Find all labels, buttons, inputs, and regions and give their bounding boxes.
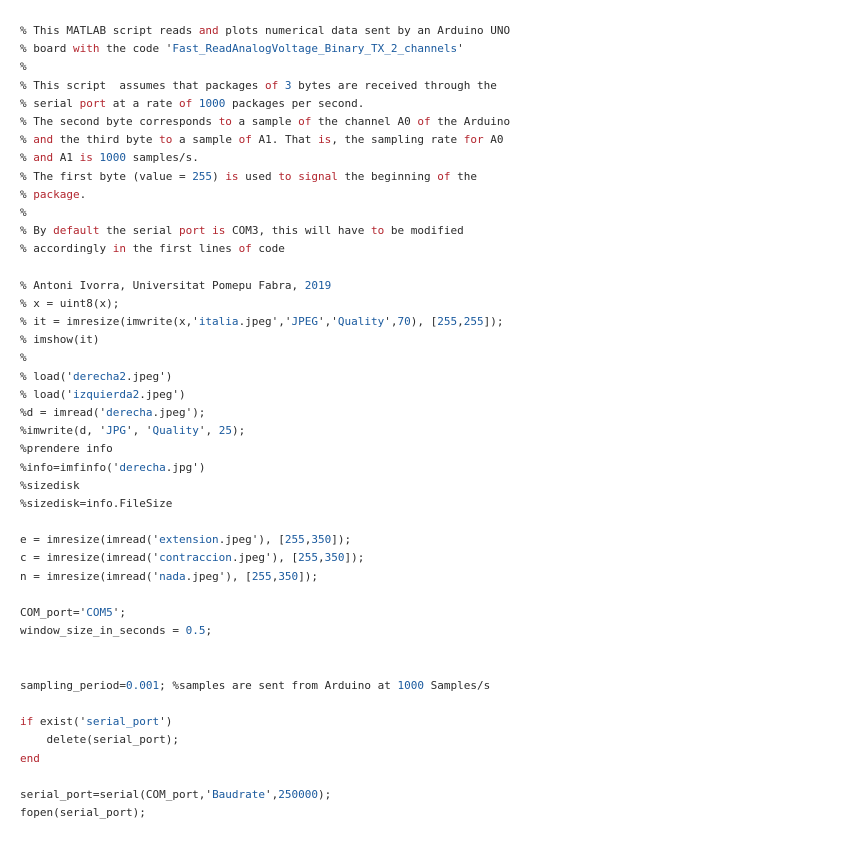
code-text: ); — [318, 787, 332, 801]
code-line — [20, 204, 840, 222]
code-text: A1. That — [251, 133, 319, 147]
code-text: % serial — [20, 96, 80, 110]
code-keyword: package — [33, 187, 80, 201]
code-text: .jpeg'), [ — [218, 533, 285, 547]
code-text: ',' — [318, 315, 338, 328]
code-text: COM3, this will have — [225, 224, 372, 238]
code-line — [20, 331, 840, 349]
code-editor — [20, 22, 840, 822]
code-text: , — [271, 569, 279, 583]
code-line — [20, 440, 840, 458]
code-text: delete(serial_port); — [20, 733, 179, 747]
code-keyword: port — [79, 96, 107, 110]
code-keyword: signal — [298, 169, 338, 183]
code-line — [20, 95, 840, 113]
code-text: ', — [265, 787, 279, 801]
code-text: %sizedisk — [20, 478, 80, 492]
code-string: derecha — [106, 405, 153, 419]
code-line — [20, 277, 840, 295]
code-text — [192, 97, 199, 110]
code-line — [20, 313, 840, 331]
code-text: serial_port=serial(COM_port,' — [20, 787, 213, 801]
code-text: c = imresize(imread(' — [20, 551, 160, 565]
code-keyword: is — [79, 151, 93, 165]
code-text: A1 — [53, 151, 80, 165]
code-text: % This MATLAB script reads — [20, 24, 199, 37]
code-line — [20, 386, 840, 404]
code-text: % x = uint8(x); — [20, 296, 120, 310]
code-string: JPG — [106, 424, 126, 438]
code-text: the Arduino — [430, 114, 511, 128]
code-text: %prendere info — [20, 442, 113, 456]
code-text: % it = imresize(imwrite(x,' — [20, 315, 199, 328]
code-string: JPEG — [291, 315, 319, 328]
code-number: 255 — [463, 315, 484, 328]
code-line — [20, 713, 840, 731]
code-text: a sample — [231, 114, 299, 128]
code-number: 350 — [278, 569, 299, 583]
code-line — [20, 513, 840, 531]
code-text: % imshow(it) — [20, 333, 100, 347]
code-string: COM5 — [86, 606, 113, 619]
code-keyword: of — [238, 242, 252, 256]
code-keyword: is — [318, 133, 332, 147]
code-keyword: and — [33, 151, 54, 165]
code-text: bytes are received through the — [291, 78, 497, 92]
code-number: 255 — [298, 551, 319, 565]
code-keyword: of — [298, 114, 312, 128]
code-string: extension — [159, 533, 219, 547]
code-text: .jpeg',' — [238, 315, 292, 328]
code-text: a sample — [172, 133, 239, 147]
code-number: 350 — [311, 533, 332, 547]
code-text: A0 — [483, 133, 504, 147]
code-line — [20, 604, 840, 622]
code-string: derecha — [119, 460, 166, 474]
code-text: the serial — [99, 224, 179, 238]
code-line — [20, 168, 840, 186]
code-keyword: to — [159, 133, 173, 147]
code-number: 0.001 — [125, 678, 160, 692]
code-string: Baudrate — [212, 787, 266, 801]
code-string: italia — [198, 315, 239, 328]
code-text: % — [20, 151, 34, 165]
code-text: %d = imread(' — [20, 405, 107, 419]
code-string: contraccion — [159, 551, 232, 565]
code-line — [20, 186, 840, 204]
code-text: % — [20, 60, 27, 74]
code-number: 255 — [284, 533, 305, 547]
code-number: 255 — [437, 315, 458, 328]
code-number: 250000 — [278, 787, 319, 801]
code-keyword: to — [218, 114, 232, 128]
code-number: 1000 — [99, 151, 126, 165]
code-text: be modified — [384, 224, 464, 238]
code-text: % The second byte corresponds — [20, 114, 219, 128]
code-line — [20, 495, 840, 513]
code-line — [20, 549, 840, 567]
code-text: % load(' — [20, 387, 73, 401]
code-text: ' — [457, 42, 464, 56]
code-text: % accordingly — [20, 242, 113, 256]
code-line — [20, 77, 840, 95]
code-number: 350 — [324, 551, 345, 565]
code-text: ), [ — [410, 315, 438, 328]
code-line — [20, 22, 840, 40]
code-string: Fast_ReadAnalogVoltage_Binary_TX_2_channels — [172, 42, 458, 56]
code-number: 1000 — [198, 96, 226, 110]
code-line — [20, 477, 840, 495]
code-line — [20, 459, 840, 477]
code-keyword: and — [33, 133, 54, 147]
code-text: the — [450, 169, 478, 183]
code-text: % Antoni Ivorra, Universitat Pomepu Fabra, — [20, 278, 305, 292]
code-string: nada — [159, 569, 186, 583]
code-line — [20, 58, 840, 76]
code-string: Quality — [337, 315, 385, 328]
code-line — [20, 768, 840, 786]
code-text: , — [304, 533, 312, 547]
code-text: n = imresize(imread(' — [20, 569, 160, 583]
code-text: the third byte — [53, 133, 160, 147]
code-keyword: of — [265, 78, 279, 92]
code-line — [20, 586, 840, 604]
code-text: , the sampling rate — [331, 133, 464, 147]
code-text: %info=imfinfo(' — [20, 460, 120, 474]
code-line — [20, 804, 840, 822]
code-text: exist(' — [33, 715, 87, 729]
code-keyword: port — [178, 224, 206, 238]
code-text: .jpeg'), [ — [185, 569, 252, 583]
code-text: % The first byte (value = — [20, 169, 193, 183]
code-keyword: to — [278, 169, 292, 183]
code-text: % By — [20, 224, 54, 238]
code-text: .jpeg') — [125, 369, 173, 383]
code-line — [20, 258, 840, 276]
code-number: 70 — [397, 315, 411, 328]
code-text: samples/s. — [126, 151, 199, 165]
code-text: ; %samples are sent from Arduino at — [159, 678, 398, 692]
code-line — [20, 531, 840, 549]
code-number: 2019 — [304, 278, 332, 292]
code-text: .jpg') — [165, 460, 206, 474]
code-text: %imwrite(d, ' — [20, 424, 107, 438]
code-line — [20, 731, 840, 749]
code-text: fopen(serial_port); — [20, 806, 146, 820]
code-keyword: of — [178, 96, 193, 110]
code-text: e = imresize(imread(' — [20, 533, 160, 547]
code-text: ) — [212, 169, 226, 183]
code-line — [20, 222, 840, 240]
code-text: % — [20, 187, 34, 201]
code-keyword: in — [112, 242, 126, 256]
code-line — [20, 368, 840, 386]
code-text: % — [20, 133, 34, 147]
code-number: 255 — [192, 169, 213, 183]
code-text: the code ' — [99, 42, 173, 56]
code-text: ]); — [344, 551, 365, 565]
code-text: . — [79, 187, 87, 201]
code-line — [20, 568, 840, 586]
code-keyword: for — [463, 133, 484, 147]
code-text: COM_port=' — [20, 606, 87, 619]
code-text: ', — [384, 315, 398, 328]
code-number: 25 — [218, 424, 232, 438]
code-text: sampling_period= — [20, 678, 126, 692]
code-text: '; — [112, 606, 126, 619]
code-text: ', ' — [125, 424, 153, 438]
code-number: 0.5 — [185, 624, 206, 638]
code-line — [20, 640, 840, 658]
code-text: window_size_in_seconds = — [20, 624, 186, 638]
code-keyword: with — [72, 42, 100, 56]
code-keyword: to — [371, 224, 385, 238]
code-number: 3 — [284, 78, 292, 92]
code-line — [20, 40, 840, 58]
code-line — [20, 149, 840, 167]
code-line — [20, 422, 840, 440]
code-text: ]); — [331, 533, 352, 547]
code-text — [278, 79, 285, 92]
code-line — [20, 695, 840, 713]
code-text: ', — [198, 424, 219, 438]
code-line — [20, 622, 840, 640]
code-text: , — [318, 551, 325, 565]
code-keyword: default — [53, 224, 100, 238]
code-keyword: of — [238, 133, 252, 147]
code-string: derecha2 — [72, 369, 126, 383]
code-text: % board — [20, 42, 73, 56]
code-text: code — [251, 242, 285, 256]
code-number: 1000 — [397, 678, 425, 692]
code-keyword: is — [212, 224, 226, 238]
code-text: .jpeg'); — [152, 405, 206, 419]
code-text: %sizedisk=info.FileSize — [20, 496, 173, 510]
code-keyword: is — [225, 169, 239, 183]
code-string: serial_port — [86, 715, 160, 729]
code-text: % — [20, 205, 27, 219]
code-keyword: if — [20, 715, 34, 729]
code-text: ]); — [483, 315, 504, 328]
code-keyword: of — [417, 114, 431, 128]
code-line — [20, 750, 840, 768]
code-keyword: and — [198, 24, 219, 37]
code-line — [20, 240, 840, 258]
code-text: .jpeg'), [ — [231, 551, 299, 565]
code-text: the channel A0 — [311, 114, 418, 128]
code-text — [93, 151, 100, 164]
code-number: 255 — [251, 569, 272, 583]
code-text: ') — [159, 715, 173, 729]
code-text: .jpeg') — [139, 387, 186, 401]
code-text: , — [457, 315, 464, 328]
code-keyword: end — [20, 751, 40, 765]
code-text: ); — [231, 424, 246, 438]
code-string: izquierda2 — [72, 387, 140, 401]
code-line — [20, 131, 840, 149]
code-line — [20, 404, 840, 422]
code-string: Quality — [152, 424, 199, 438]
code-text: Samples/s — [424, 678, 491, 692]
code-text: plots numerical data sent by an Arduino UNO — [218, 24, 511, 37]
code-text: the first lines — [125, 242, 239, 256]
code-text: at a rate — [106, 96, 179, 110]
code-line — [20, 113, 840, 131]
code-text: used — [238, 169, 279, 183]
code-keyword: of — [437, 169, 451, 183]
code-text: % This script assumes that packages — [20, 78, 266, 92]
code-line — [20, 295, 840, 313]
code-text: ]); — [298, 569, 319, 583]
code-line — [20, 659, 840, 677]
code-line — [20, 349, 840, 367]
code-text: the beginning — [337, 169, 438, 183]
code-text: ; — [205, 624, 213, 638]
code-text: % — [20, 351, 27, 365]
code-text: % load(' — [20, 369, 73, 383]
code-text: packages per second. — [225, 96, 365, 110]
code-line — [20, 677, 840, 695]
code-line — [20, 786, 840, 804]
